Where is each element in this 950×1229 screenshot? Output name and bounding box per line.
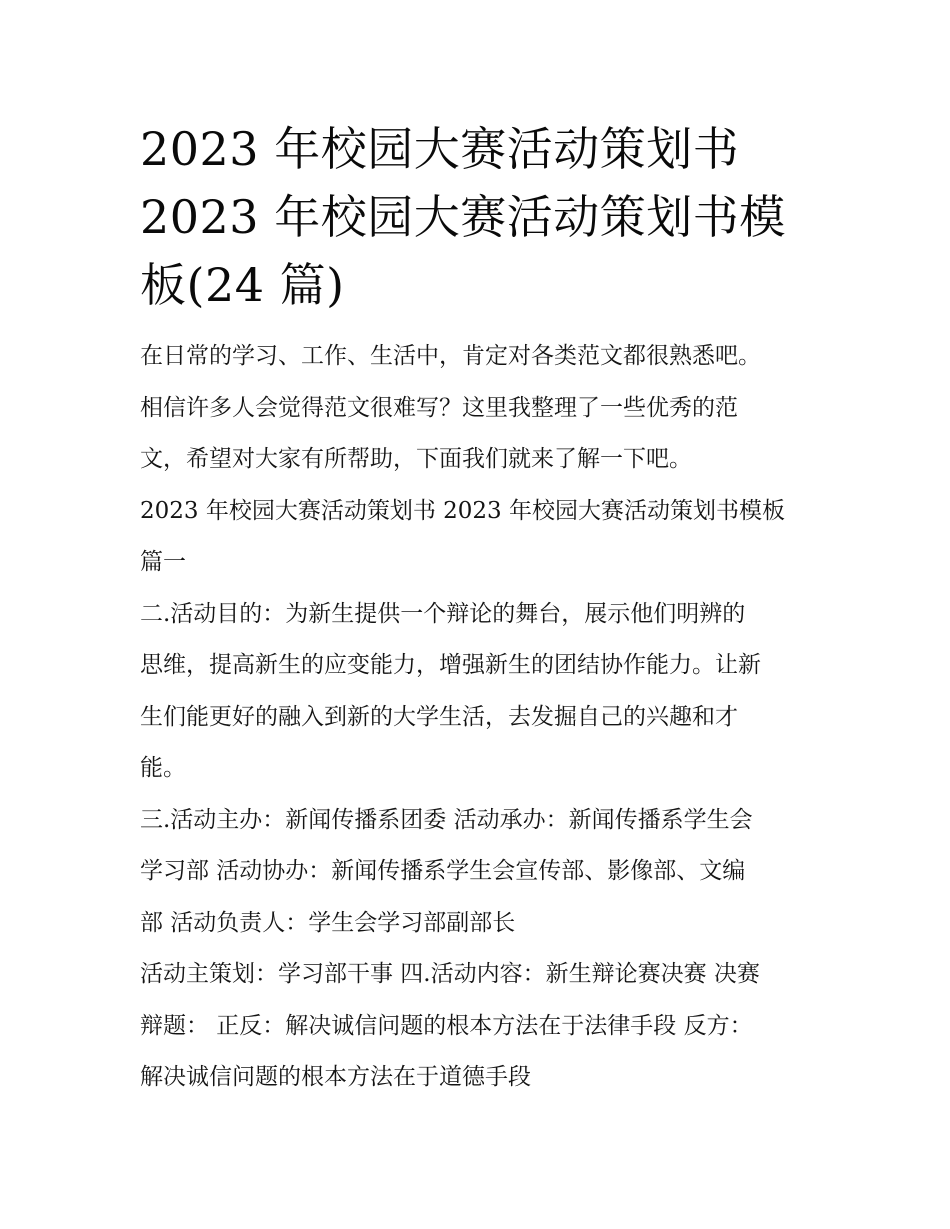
activity-purpose-paragraph: 二.活动目的：为新生提供一个辩论的舞台，展示他们明辨的 思维，提高新生的应变能力，增强新生的团结协作能力。让新 生们能更好的融入到新的大学生活，去发掘自己的兴趣和才 能。 (140, 600, 761, 781)
intro-paragraph: 在日常的学习、工作、生活中，肯定对各类范文都很熟悉吧。 相信许多人会觉得范文很难写？这里我整理了一些优秀的范 文，希望对大家有所帮助，下面我们就来了解一下吧。 (140, 343, 761, 472)
activity-organizers-paragraph: 三.活动主办：新闻传播系团委 活动承办：新闻传播系学生会 学习部 活动协办：新闻传播系学生会宣传部、影像部、文编 部 活动负责人：学生会学习部副部长 (140, 806, 753, 936)
document-title: 2023 年校园大赛活动策划书 2023 年校园大赛活动策划书模 板(24 篇) (140, 122, 786, 312)
document-content (140, 115, 820, 1104)
section-heading-paragraph: 2023 年校园大赛活动策划书 2023 年校园大赛活动策划书模板 篇一 (140, 497, 785, 575)
document-body (140, 331, 820, 1104)
activity-content-paragraph: 活动主策划：学习部干事 四.活动内容：新生辩论赛决赛 决赛 辩题： 正反：解决诚信问题的根本方法在于法律手段 反方： 解决诚信问题的根本方法在于道德手段 (140, 961, 760, 1090)
